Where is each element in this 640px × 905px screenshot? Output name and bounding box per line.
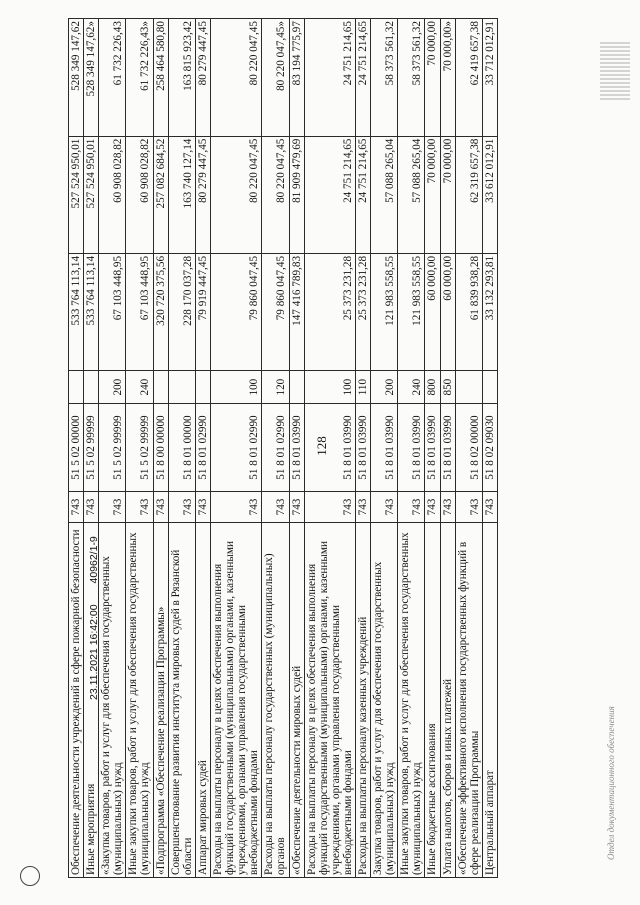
table-row <box>289 19 304 878</box>
row-vr-code <box>195 371 210 404</box>
row-name: Закупка товаров, работ и услуг для обеспечения государственных (муниципальных) нужд <box>371 522 398 877</box>
row-amount-3: 61 732 226,43» <box>126 19 153 137</box>
row-amount-3: 83 194 775,97 <box>289 19 304 137</box>
row-amount-2: 33 612 012,91 <box>482 136 497 253</box>
row-amount-2: 60 908 028,82 <box>99 136 126 253</box>
row-amount-2: 80 220 047,45 <box>262 136 289 253</box>
logo-mark <box>20 866 40 886</box>
row-amount-1: 79 919 447,45 <box>195 253 210 370</box>
footer <box>88 518 100 700</box>
row-vr-code: 240 <box>126 371 153 404</box>
row-ved-code: 743 <box>304 492 355 523</box>
row-amount-3: 33 712 012,91 <box>482 19 497 137</box>
row-name: «Обеспечение эффективного исполнения государственных функций в сфере реализации Программы <box>455 522 482 877</box>
row-amount-3: 24 751 214,65 <box>304 19 355 137</box>
row-amount-3: 258 464 580,80 <box>153 19 168 137</box>
row-amount-2: 62 319 657,38 <box>455 136 482 253</box>
row-vr-code: 120 <box>262 371 289 404</box>
row-vr-code <box>455 371 482 404</box>
row-csr-code: 51 8 02 00000 <box>455 403 482 491</box>
row-amount-2: 24 751 214,65 <box>355 136 370 253</box>
row-csr-code: 51 5 02 00000 <box>69 403 84 491</box>
table-row <box>425 19 440 878</box>
row-name: «Обеспечение деятельности мировых судей <box>289 522 304 877</box>
row-name: Центральный аппарат <box>482 522 497 877</box>
table-row <box>371 19 398 878</box>
row-ved-code: 743 <box>69 492 84 523</box>
row-csr-code: 51 8 01 03990 <box>355 403 370 491</box>
row-csr-code: 51 5 02 99999 <box>126 403 153 491</box>
row-amount-1: 79 860 047,45 <box>262 253 289 370</box>
row-csr-code: 51 5 02 99999 <box>99 403 126 491</box>
row-vr-code: 110 <box>355 371 370 404</box>
row-amount-1: 60 000,00 <box>425 253 440 370</box>
row-csr-code: 51 8 01 00000 <box>168 403 195 491</box>
row-csr-code: 51 8 02 09030 <box>482 403 497 491</box>
row-ved-code: 743 <box>398 492 425 523</box>
table-row <box>195 19 210 878</box>
row-amount-1: 67 103 448,95 <box>126 253 153 370</box>
row-vr-code: 100 <box>304 371 355 404</box>
row-amount-3: 58 373 561,32 <box>398 19 425 137</box>
row-amount-2: 70 000,00 <box>440 136 455 253</box>
table-row <box>482 19 497 878</box>
row-name: Расходы на выплаты персоналу государственных (муниципальных) органов <box>262 522 289 877</box>
table-row <box>210 19 261 878</box>
table-row <box>99 19 126 878</box>
table-row <box>262 19 289 878</box>
row-amount-1: 121 983 558,55 <box>398 253 425 370</box>
row-ved-code: 743 <box>126 492 153 523</box>
table-row <box>84 19 99 878</box>
row-ved-code: 743 <box>425 492 440 523</box>
row-amount-1: 533 764 113,14 <box>84 253 99 370</box>
row-name: «Подпрограмма «Обеспечение реализации Программы» <box>153 522 168 877</box>
row-amount-2: 57 088 265,04 <box>398 136 425 253</box>
row-vr-code: 800 <box>425 371 440 404</box>
row-amount-3: 80 220 047,45» <box>262 19 289 137</box>
row-amount-1: 79 860 047,45 <box>210 253 261 370</box>
row-name: Иные мероприятия <box>84 522 99 877</box>
row-amount-1: 60 000,00 <box>440 253 455 370</box>
row-amount-2: 163 740 127,14 <box>168 136 195 253</box>
row-amount-2: 80 220 047,45 <box>210 136 261 253</box>
row-amount-1: 121 983 558,55 <box>371 253 398 370</box>
table-row <box>153 19 168 878</box>
barcode <box>600 40 630 100</box>
row-amount-2: 60 908 028,82 <box>126 136 153 253</box>
table-row <box>455 19 482 878</box>
row-amount-2: 80 279 447,45 <box>195 136 210 253</box>
row-name: Уплата налогов, сборов и иных платежей <box>440 522 455 877</box>
row-csr-code: 51 8 00 00000 <box>153 403 168 491</box>
row-ved-code: 743 <box>482 492 497 523</box>
row-name: Иные бюджетные ассигнования <box>425 522 440 877</box>
row-amount-3: 70 000,00 <box>425 19 440 137</box>
row-name: Иные закупки товаров, работ и услуг для обеспечения государственных (муниципальных) нужд <box>126 522 153 877</box>
row-ved-code: 743 <box>153 492 168 523</box>
row-amount-1: 147 416 789,83 <box>289 253 304 370</box>
row-csr-code: 51 8 01 03990 <box>304 403 355 491</box>
row-amount-3: 62 419 657,38 <box>455 19 482 137</box>
budget-table <box>68 18 498 878</box>
table-row <box>398 19 425 878</box>
row-name: Иные закупки товаров, работ и услуг для обеспечения государственных (муниципальных) нужд <box>398 522 425 877</box>
row-amount-2: 257 082 684,52 <box>153 136 168 253</box>
row-amount-1: 33 132 293,81 <box>482 253 497 370</box>
row-amount-3: 80 279 447,45 <box>195 19 210 137</box>
row-amount-2: 527 524 950,01 <box>84 136 99 253</box>
row-csr-code: 51 8 01 03990 <box>425 403 440 491</box>
row-name: Расходы на выплаты персоналу казенных учреждений <box>355 522 370 877</box>
row-amount-3: 58 373 561,32 <box>371 19 398 137</box>
footer-code: 40962/1-9 <box>88 536 100 584</box>
row-amount-2: 81 909 479,69 <box>289 136 304 253</box>
row-amount-3: 163 815 923,42 <box>168 19 195 137</box>
table-row <box>355 19 370 878</box>
row-ved-code: 743 <box>84 492 99 523</box>
row-ved-code: 743 <box>210 492 261 523</box>
table-row <box>126 19 153 878</box>
row-amount-1: 533 764 113,14 <box>69 253 84 370</box>
rotated-table-container <box>68 0 628 898</box>
row-amount-1: 320 720 375,56 <box>153 253 168 370</box>
stamp-line-1: Отдел документационного <box>606 755 616 860</box>
row-amount-3: 528 349 147,62» <box>84 19 99 137</box>
row-amount-2: 70 000,00 <box>425 136 440 253</box>
row-vr-code <box>482 371 497 404</box>
row-csr-code: 51 8 01 02990 <box>210 403 261 491</box>
row-amount-3: 70 000,00» <box>440 19 455 137</box>
table-row <box>69 19 84 878</box>
row-ved-code: 743 <box>355 492 370 523</box>
row-ved-code: 743 <box>195 492 210 523</box>
row-amount-2: 24 751 214,65 <box>304 136 355 253</box>
row-name: «Закупка товаров, работ и услуг для обеспечения государственных (муниципальных) нужд <box>99 522 126 877</box>
row-amount-2: 527 524 950,01 <box>69 136 84 253</box>
row-amount-3: 80 220 047,45 <box>210 19 261 137</box>
row-name: Расходы на выплаты персоналу в целях обеспечения выполнения функций государственными (муниципальными) органами, казенными учреждениями, органами управления государственными внебюджетными фондами <box>304 522 355 877</box>
row-csr-code: 51 8 01 02990 <box>262 403 289 491</box>
row-vr-code: 850 <box>440 371 455 404</box>
row-vr-code: 200 <box>99 371 126 404</box>
row-ved-code: 743 <box>455 492 482 523</box>
row-amount-3: 528 349 147,62 <box>69 19 84 137</box>
table-row <box>440 19 455 878</box>
row-name: Расходы на выплаты персоналу в целях обеспечения выполнения функций государственными (муниципальными) органами, казенными учреждениями, органами управления государственными внебюджетными фондами <box>210 522 261 877</box>
row-vr-code: 100 <box>210 371 261 404</box>
row-name: Обеспечение деятельности учреждений в сфере пожарной безопасности <box>69 522 84 877</box>
row-csr-code: 51 8 01 03990 <box>440 403 455 491</box>
row-csr-code: 51 8 01 02990 <box>195 403 210 491</box>
row-ved-code: 743 <box>99 492 126 523</box>
row-amount-3: 24 751 214,65 <box>355 19 370 137</box>
row-ved-code: 743 <box>168 492 195 523</box>
row-vr-code <box>153 371 168 404</box>
row-ved-code: 743 <box>371 492 398 523</box>
row-vr-code <box>168 371 195 404</box>
stamp-line-2: обеспечения <box>606 706 616 753</box>
row-amount-3: 61 732 226,43 <box>99 19 126 137</box>
page-number: 128 <box>314 436 329 456</box>
row-name: Совершенствование развития института мировых судей в Рязанской области <box>168 522 195 877</box>
row-vr-code: 200 <box>371 371 398 404</box>
row-csr-code: 51 8 01 03990 <box>289 403 304 491</box>
row-csr-code: 51 8 01 03990 <box>371 403 398 491</box>
row-vr-code <box>84 371 99 404</box>
row-ved-code: 743 <box>440 492 455 523</box>
row-ved-code: 743 <box>289 492 304 523</box>
footer-datetime: 23.11.2021 16:42:00 <box>88 604 100 700</box>
row-vr-code <box>289 371 304 404</box>
department-stamp <box>606 706 616 860</box>
row-name: Аппарат мировых судей <box>195 522 210 877</box>
row-vr-code <box>69 371 84 404</box>
table-row <box>304 19 355 878</box>
row-vr-code: 240 <box>398 371 425 404</box>
row-amount-1: 228 170 037,28 <box>168 253 195 370</box>
table-row <box>168 19 195 878</box>
row-amount-2: 57 088 265,04 <box>371 136 398 253</box>
row-ved-code: 743 <box>262 492 289 523</box>
row-amount-1: 25 373 231,28 <box>304 253 355 370</box>
row-csr-code: 51 8 01 03990 <box>398 403 425 491</box>
row-csr-code: 51 5 02 99999 <box>84 403 99 491</box>
row-amount-1: 25 373 231,28 <box>355 253 370 370</box>
row-amount-1: 61 839 938,28 <box>455 253 482 370</box>
row-amount-1: 67 103 448,95 <box>99 253 126 370</box>
